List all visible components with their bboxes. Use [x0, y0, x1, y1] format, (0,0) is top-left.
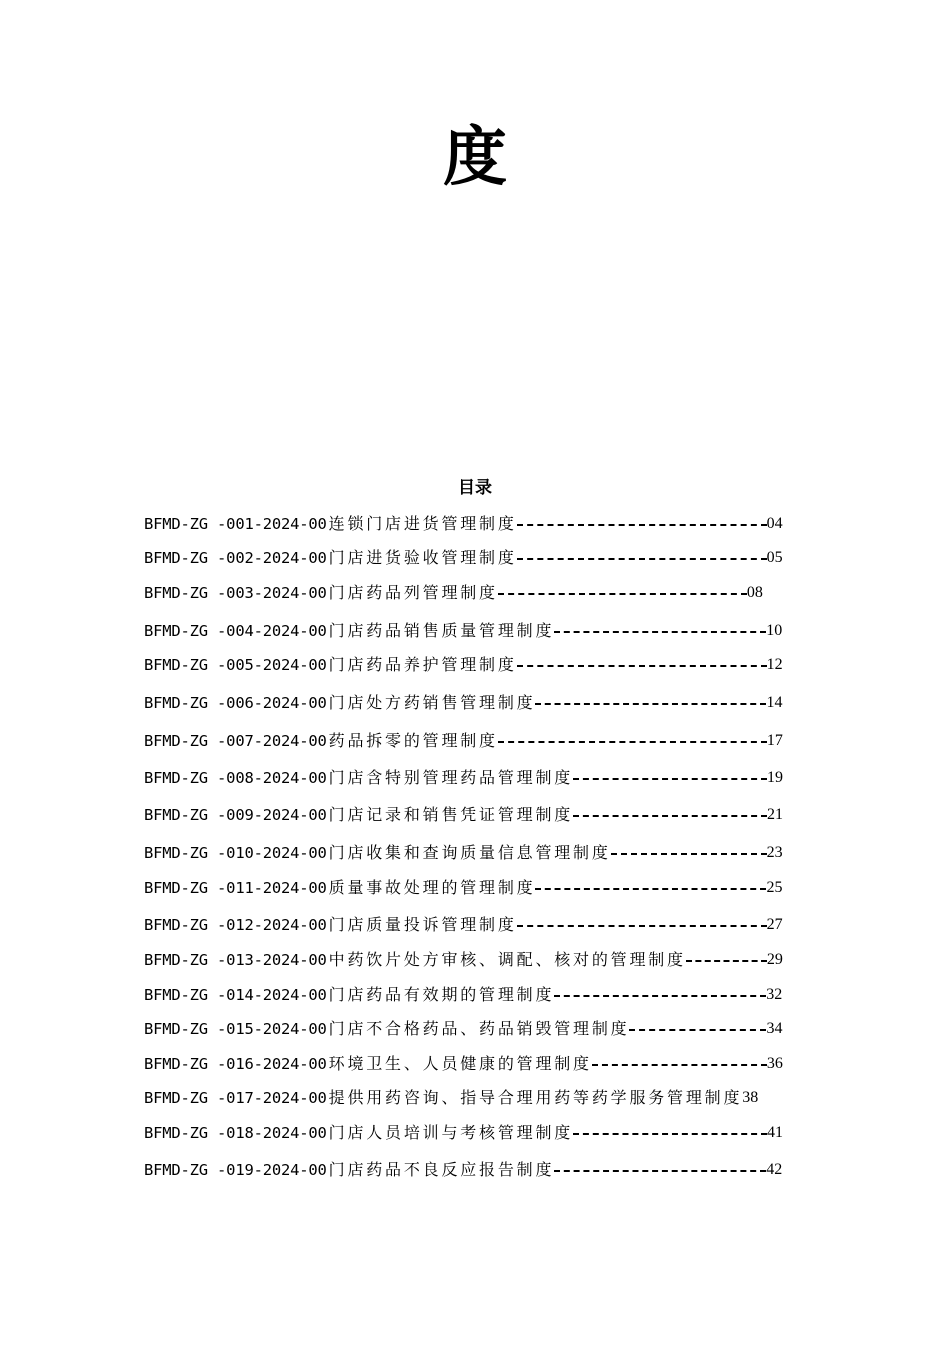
toc-entry-code: BFMD-ZG -006-2024-00 — [144, 694, 327, 712]
toc-entry-page-number: 08 — [746, 584, 763, 601]
toc-entry-page-number: 19 — [767, 769, 784, 786]
toc-entry-code: BFMD-ZG -002-2024-00 — [144, 549, 327, 567]
toc-entry-page-number: 36 — [766, 1055, 783, 1072]
toc-entry-title: 门店人员培训与考核管理制度 — [328, 1123, 574, 1142]
toc-entry-leader — [629, 1029, 766, 1031]
toc-entry-title: 药品拆零的管理制度 — [328, 731, 498, 750]
toc-entry[interactable] — [144, 948, 783, 972]
toc-entry-leader — [554, 995, 766, 997]
toc-entry-title: 门店记录和销售凭证管理制度 — [328, 805, 574, 824]
toc-entry[interactable] — [144, 983, 782, 1007]
toc-entry-code: BFMD-ZG -008-2024-00 — [144, 769, 327, 787]
toc-entry-leader — [517, 925, 767, 927]
toc-entry-title: 门店质量投诉管理制度 — [328, 915, 517, 934]
toc-entry-page-number: 10 — [766, 622, 783, 639]
toc-entry-title: 中药饮片处方审核、调配、核对的管理制度 — [328, 950, 686, 969]
toc-entry-code: BFMD-ZG -007-2024-00 — [144, 732, 327, 750]
toc-entry[interactable] — [144, 653, 783, 677]
toc-entry-leader — [498, 593, 747, 595]
toc-entry[interactable] — [144, 1052, 783, 1076]
page-heading: 度 — [443, 120, 507, 195]
toc-entry-code: BFMD-ZG -010-2024-00 — [144, 844, 327, 862]
toc-entry-code: BFMD-ZG -014-2024-00 — [144, 986, 327, 1004]
toc-entry-title: 门店收集和查询质量信息管理制度 — [328, 843, 611, 862]
toc-entry[interactable] — [144, 766, 783, 790]
toc-entry-title: 门店进货验收管理制度 — [328, 548, 517, 567]
toc-entry-code: BFMD-ZG -012-2024-00 — [144, 916, 327, 934]
toc-entry-title: 门店药品有效期的管理制度 — [328, 985, 555, 1004]
toc-entry-code: BFMD-ZG -016-2024-00 — [144, 1055, 327, 1073]
toc-entry-code: BFMD-ZG -019-2024-00 — [144, 1161, 327, 1179]
toc-entry-code: BFMD-ZG -005-2024-00 — [144, 656, 327, 674]
toc-title: 目录 — [458, 478, 492, 498]
toc-entry-page-number: 21 — [767, 806, 784, 823]
toc-entry-leader — [611, 853, 767, 855]
toc-entry-code: BFMD-ZG -003-2024-00 — [144, 584, 327, 602]
toc-entry[interactable] — [144, 1086, 758, 1110]
toc-entry-page-number: 14 — [766, 694, 783, 711]
toc-entry-leader — [573, 1133, 767, 1135]
toc-entry-leader — [686, 960, 767, 962]
toc-entry-leader — [573, 778, 767, 780]
toc-entry-leader — [517, 558, 767, 560]
toc-entry-page-number: 32 — [766, 986, 783, 1003]
toc-entry-page-number: 38 — [742, 1089, 759, 1106]
toc-entry-title: 门店药品不良反应报告制度 — [328, 1160, 555, 1179]
toc-entry-page-number: 41 — [767, 1124, 784, 1141]
toc-entry-leader — [573, 815, 767, 817]
toc-entry-title: 环境卫生、人员健康的管理制度 — [328, 1054, 592, 1073]
toc-entry-page-number: 12 — [766, 656, 783, 673]
toc-entry-title: 连锁门店进货管理制度 — [328, 514, 517, 533]
toc-entry[interactable] — [144, 876, 782, 900]
toc-entry-page-number: 29 — [766, 951, 783, 968]
toc-entry-code: BFMD-ZG -004-2024-00 — [144, 622, 327, 640]
toc-entry[interactable] — [144, 1121, 783, 1145]
toc-entry[interactable] — [144, 729, 783, 753]
toc-entry[interactable] — [144, 691, 782, 715]
toc-entry-title: 门店不合格药品、药品销毁管理制度 — [328, 1019, 630, 1038]
toc-entry[interactable] — [144, 546, 783, 570]
toc-entry[interactable] — [144, 913, 783, 937]
toc-entry-leader — [554, 1170, 766, 1172]
toc-entry-page-number: 17 — [766, 732, 783, 749]
toc-entry-page-number: 05 — [766, 549, 783, 566]
toc-entry-leader — [517, 524, 767, 526]
toc-entry-page-number: 34 — [766, 1020, 783, 1037]
toc-entry[interactable] — [144, 512, 783, 536]
toc-entry-page-number: 04 — [766, 515, 783, 532]
toc-entry-title: 门店含特别管理药品管理制度 — [328, 768, 574, 787]
toc-entry-code: BFMD-ZG -001-2024-00 — [144, 515, 327, 533]
toc-entry-page-number: 23 — [766, 844, 783, 861]
toc-entry-code: BFMD-ZG -011-2024-00 — [144, 879, 327, 897]
toc-entry-page-number: 42 — [766, 1161, 783, 1178]
toc-entry[interactable] — [144, 1158, 782, 1182]
toc-entry-title: 门店药品养护管理制度 — [328, 655, 517, 674]
toc-entry-title: 门店处方药销售管理制度 — [328, 693, 536, 712]
toc-entry-leader — [554, 631, 766, 633]
toc-entry-title: 门店药品销售质量管理制度 — [328, 621, 555, 640]
toc-entry[interactable] — [144, 1017, 782, 1041]
toc-entry-code: BFMD-ZG -017-2024-00 — [144, 1089, 327, 1107]
toc-entry-page-number: 27 — [766, 916, 783, 933]
toc-entry[interactable] — [144, 619, 782, 643]
toc-entry-code: BFMD-ZG -013-2024-00 — [144, 951, 327, 969]
toc-entry-code: BFMD-ZG -018-2024-00 — [144, 1124, 327, 1142]
toc-entry[interactable] — [144, 803, 783, 827]
toc-entry-leader — [592, 1064, 767, 1066]
toc-entry-code: BFMD-ZG -009-2024-00 — [144, 806, 327, 824]
toc-entry-title: 质量事故处理的管理制度 — [328, 878, 536, 897]
toc-entry-leader — [535, 703, 766, 705]
toc-entry[interactable] — [144, 841, 783, 865]
toc-entry-leader — [517, 665, 767, 667]
toc-entry[interactable] — [144, 581, 763, 605]
toc-entry-code: BFMD-ZG -015-2024-00 — [144, 1020, 327, 1038]
toc-entry-leader — [498, 741, 767, 743]
toc-entry-page-number: 25 — [766, 879, 783, 896]
toc-entry-title: 门店药品列管理制度 — [328, 583, 498, 602]
toc-entry-leader — [535, 888, 766, 890]
toc-entry-title: 提供用药咨询、指导合理用药等药学服务管理制度 — [328, 1088, 743, 1107]
